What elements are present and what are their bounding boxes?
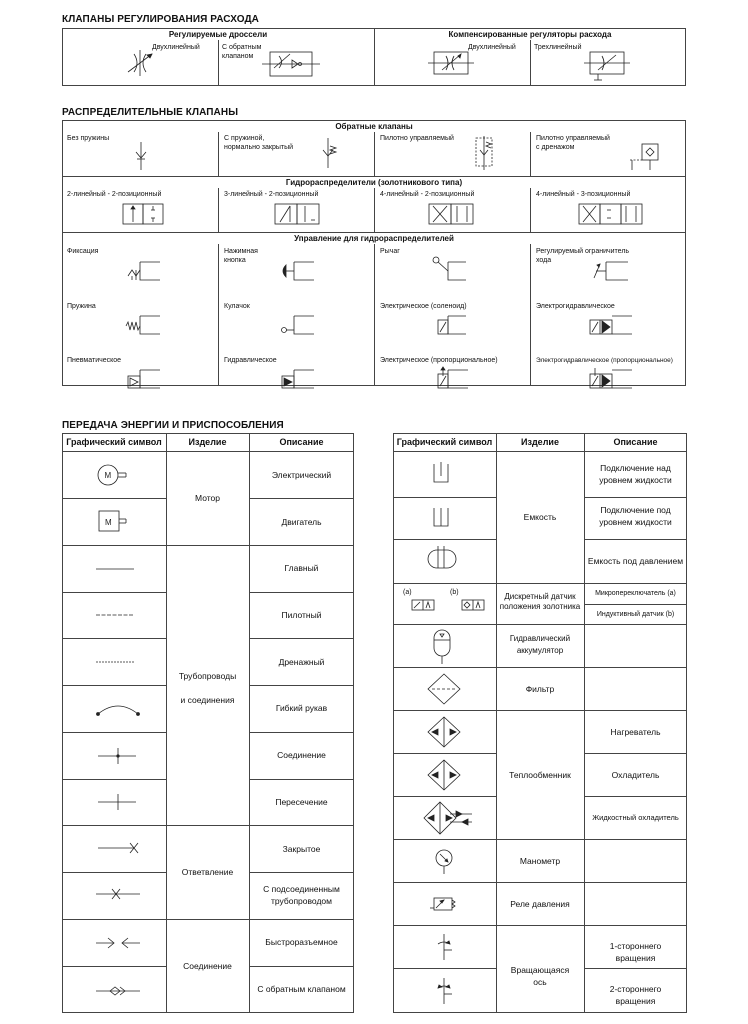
desc-heater: Нагреватель	[610, 727, 661, 737]
lever-icon	[432, 256, 468, 282]
check-valves-header: Обратные клапаны	[335, 122, 413, 131]
item-filter: Фильтр	[525, 684, 555, 694]
tank-above-icon	[432, 462, 452, 486]
spool-valve-label: 2-линейный - 2-позиционный	[67, 191, 162, 198]
desc-joint: Соединение	[277, 750, 326, 760]
control-header: Управление для гидрораспределителей	[294, 234, 454, 243]
pilot-check-drain-icon	[630, 140, 664, 172]
cooler-icon	[426, 758, 462, 792]
pilot-line-icon	[96, 613, 136, 617]
desc-engine: Двигатель	[281, 517, 322, 527]
push-button-icon	[280, 260, 316, 282]
control-label: Гидравлическое	[224, 357, 277, 364]
spool-valve-label: 4-линейный - 2-позиционный	[380, 191, 475, 198]
control-label: Рычаг	[380, 248, 400, 255]
flow-item-label: Двухлинейный	[468, 44, 516, 51]
col-header-item: Изделие	[521, 437, 559, 447]
hose-icon	[96, 702, 140, 716]
control-label: Электрогидравлическое (пропорциональное)	[536, 357, 673, 364]
desc-quick: Быстроразъемное	[265, 937, 338, 947]
desc-check-coupling: С обратным клапаном	[257, 984, 346, 994]
control-label: Регулируемый ограничитель хода	[536, 248, 630, 264]
desc-above-level: Подключение над уровнем жидкости	[599, 463, 672, 485]
cam-icon	[280, 314, 316, 336]
valve-3-2-icon	[274, 202, 320, 226]
flow-item-label: Двухлинейный	[152, 44, 200, 51]
pressure-tank-icon	[426, 546, 458, 572]
pressure-relay-icon	[430, 894, 466, 916]
microswitch-icon	[410, 598, 438, 612]
check-coupling-icon	[96, 984, 140, 998]
item-branch: Ответвление	[181, 867, 234, 877]
desc-drain: Дренажный	[278, 657, 325, 667]
hydraulic-icon	[280, 368, 316, 390]
check-valve-label: Пилотно управляемый с дренажом	[536, 135, 610, 151]
crossing-icon	[98, 794, 138, 810]
desc-crossing: Пересечение	[275, 797, 328, 807]
inductive-sensor-icon	[460, 598, 488, 612]
control-label: Электрогидравлическое	[536, 303, 615, 310]
compensated-3line-symbol-icon	[584, 50, 630, 82]
engine-icon	[98, 510, 138, 534]
pilot-check-valve-icon	[472, 136, 496, 170]
sensor-label-a: (a)	[403, 589, 412, 596]
col-header-symbol: Графический символ	[396, 437, 493, 447]
desc-main: Главный	[284, 563, 319, 573]
flow-item-label: С обратным клапаном	[222, 44, 262, 60]
control-label: Нажимная кнопка	[224, 248, 258, 264]
control-label: Электрическое (пропорциональное)	[380, 357, 498, 364]
electrohydraulic-icon	[588, 314, 634, 336]
compensated-2line-symbol-icon	[428, 50, 474, 78]
desc-electric: Электрический	[271, 470, 332, 480]
col-header-item: Изделие	[188, 437, 227, 447]
svg-text:M: M	[104, 471, 112, 480]
adjustable-throttle-header: Регулируемые дроссели	[168, 30, 268, 39]
proportional-electrohydraulic-icon	[588, 366, 634, 390]
solenoid-icon	[436, 314, 468, 336]
desc-cooler: Охладитель	[611, 770, 660, 780]
item-tank: Емкость	[523, 512, 557, 522]
desc-liquid-cooler: Жидкостный охладитель	[592, 813, 679, 822]
item-pressure-relay: Реле давления	[510, 899, 570, 909]
desc-pressurized: Емкость под давлением	[587, 556, 684, 566]
desc-closed: Закрытое	[282, 844, 321, 854]
control-label: Фиксация	[67, 248, 99, 255]
check-valve-icon	[134, 142, 148, 170]
check-valve-spring-icon	[320, 138, 340, 168]
filter-icon	[426, 672, 462, 706]
heater-icon	[426, 715, 462, 749]
item-gauge: Манометр	[519, 856, 561, 866]
flow-item-label: Трехлинейный	[534, 44, 582, 51]
check-valve-label: Пилотно управляемый	[380, 135, 454, 142]
proportional-solenoid-icon	[436, 366, 470, 390]
pneumatic-icon	[126, 368, 162, 390]
tank-below-icon	[432, 506, 452, 530]
shaft-two-way-icon	[434, 978, 456, 1004]
col-header-description: Описание	[613, 437, 658, 447]
item-accumulator: Гидравлический аккумулятор	[509, 634, 571, 655]
desc-inductive: Индуктивный датчик (b)	[596, 611, 675, 618]
valve-4-3-icon	[578, 202, 644, 226]
col-header-symbol: Графический символ	[66, 437, 162, 447]
item-rotating-shaft: Вращающаяся ось	[510, 965, 570, 987]
electric-motor-icon	[98, 464, 138, 486]
compensated-regulator-header: Компенсированные регуляторы расхода	[448, 30, 612, 39]
main-line-icon	[96, 567, 136, 571]
spring-control-icon	[126, 314, 162, 336]
item-coupling: Соединение	[183, 961, 232, 971]
section-title-distribution: РАСПРЕДЕЛИТЕЛЬНЫЕ КЛАПАНЫ	[62, 107, 239, 118]
spool-valve-label: 4-линейный - 3-позиционный	[536, 191, 631, 198]
detent-icon	[126, 260, 162, 282]
section-title-energy: ПЕРЕДАЧА ЭНЕРГИИ И ПРИСПОСОБЛЕНИЯ	[62, 420, 284, 431]
joint-icon	[98, 748, 138, 764]
control-label: Кулачок	[224, 303, 250, 310]
item-motor: Мотор	[195, 493, 220, 503]
throttle-check-symbol-icon	[262, 50, 322, 80]
shaft-one-way-icon	[434, 934, 456, 960]
spool-valve-label: 3-линейный - 2-позиционный	[224, 191, 319, 198]
item-heat-exchanger: Теплообменник	[509, 770, 571, 780]
stroke-limiter-icon	[592, 258, 630, 284]
svg-text:M: M	[105, 518, 112, 527]
throttle-symbol-icon	[120, 48, 160, 78]
desc-hose: Гибкий рукав	[275, 703, 328, 713]
control-label: Пружина	[67, 303, 96, 310]
valve-2-2-icon	[122, 202, 164, 226]
quick-coupling-icon	[96, 936, 140, 950]
control-label: Электрическое (соленоид)	[380, 303, 467, 310]
branch-connected-icon	[96, 888, 140, 900]
branch-closed-icon	[98, 842, 140, 854]
control-label: Пневматическое	[67, 357, 122, 364]
valve-4-2-icon	[428, 202, 474, 226]
liquid-cooler-icon	[420, 800, 476, 836]
spool-valves-header: Гидрораспределители (золотникового типа)	[285, 178, 463, 187]
desc-microswitch: Микропереключатель (a)	[595, 590, 676, 597]
col-header-description: Описание	[279, 437, 324, 447]
desc-connected: С подсоединенным трубопроводом	[263, 884, 340, 906]
desc-two-way: 2-стороннего вращения	[609, 984, 662, 1006]
check-valve-label: Без пружины	[67, 135, 110, 142]
desc-below-level: Подключение под уровнем жидкости	[599, 505, 672, 527]
drain-line-icon	[96, 660, 136, 664]
item-pipes: Трубопроводы и соединения	[178, 671, 237, 705]
desc-one-way: 1-стороннего вращения	[609, 941, 662, 963]
pressure-gauge-icon	[434, 848, 456, 876]
desc-pilot: Пилотный	[281, 610, 322, 620]
check-valve-label: С пружиной, нормально закрытый	[224, 135, 294, 151]
accumulator-icon	[433, 628, 451, 664]
item-sensor: Дискретный датчик положения золотника	[499, 592, 581, 611]
section-title-flow: КЛАПАНЫ РЕГУЛИРОВАНИЯ РАСХОДА	[62, 14, 260, 25]
sensor-label-b: (b)	[450, 589, 459, 596]
